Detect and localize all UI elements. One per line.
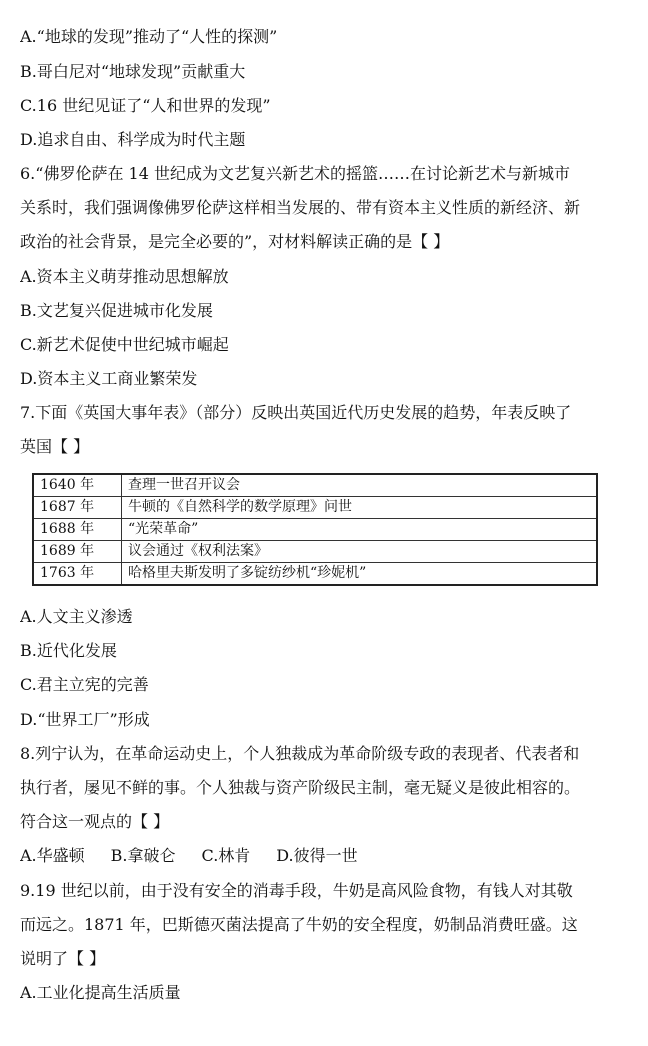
q9-stem-line-3: 说明了【 】	[20, 949, 106, 968]
table-row	[33, 519, 597, 541]
table-cell-year: 1688 年	[33, 519, 122, 541]
table-row	[33, 497, 597, 519]
q6-stem-line-1: 6.“佛罗伦萨在 14 世纪成为文艺复兴新艺术的摇篮……在讨论新艺术与新城市	[20, 164, 570, 183]
events-table	[32, 473, 598, 586]
q5-option-b: B.哥白尼对“地球发现”贡献重大	[20, 62, 246, 81]
q7-stem-line-2: 英国【 】	[20, 437, 90, 456]
q8-option-b: B.拿破仑	[110, 846, 176, 865]
table-cell-year: 1763 年	[33, 563, 122, 586]
q7-option-a: A.人文主义渗透	[20, 607, 133, 626]
q6-stem-line-2: 关系时，我们强调像佛罗伦萨这样相当发展的、带有资本主义性质的新经济、新	[20, 198, 581, 217]
table-cell-event: 议会通过《权利法案》	[122, 541, 598, 563]
q8-options-row	[20, 845, 632, 867]
q5-option-d: D.追求自由、科学成为时代主题	[20, 130, 246, 149]
q7-option-b: B.近代化发展	[20, 641, 117, 660]
q5-option-c: C.16 世纪见证了“人和世界的发现”	[20, 96, 271, 115]
q8-option-c: C.林肯	[201, 846, 251, 865]
q5-option-a: A.“地球的发现”推动了“人性的探测”	[20, 27, 278, 46]
q8-stem-line-1: 8.列宁认为，在革命运动史上，个人独裁成为革命阶级专政的表现者、代表者和	[20, 744, 580, 763]
q8-option-a: A.华盛顿	[20, 846, 85, 865]
table-cell-year: 1640 年	[33, 474, 122, 497]
table-cell-event: “光荣革命”	[122, 519, 598, 541]
q6-option-c: C.新艺术促使中世纪城市崛起	[20, 335, 229, 354]
q6-option-a: A.资本主义萌芽推动思想解放	[20, 267, 229, 286]
table-cell-year: 1689 年	[33, 541, 122, 563]
q6-option-b: B.文艺复兴促进城市化发展	[20, 301, 213, 320]
q6-option-d: D.资本主义工商业繁荣发	[20, 369, 198, 388]
table-cell-event: 哈格里夫斯发明了多锭纺纱机“珍妮机”	[122, 563, 598, 586]
table-cell-event: 查理一世召开议会	[122, 474, 598, 497]
q9-stem-line-2: 而远之。1871 年，巴斯德灭菌法提高了牛奶的安全程度，奶制品消费旺盛。这	[20, 915, 578, 934]
q8-stem-line-3: 符合这一观点的【 】	[20, 812, 170, 831]
q9-option-a: A.工业化提高生活质量	[20, 983, 181, 1002]
q7-option-d: D.“世界工厂”形成	[20, 710, 150, 729]
q7-option-c: C.君主立宪的完善	[20, 675, 149, 694]
table-cell-year: 1687 年	[33, 497, 122, 519]
table-row	[33, 474, 597, 497]
q6-stem-line-3: 政治的社会背景，是完全必要的”，对材料解读正确的是【 】	[20, 232, 450, 251]
q9-stem-line-1: 9.19 世纪以前，由于没有安全的消毒手段，牛奶是高风险食物，有钱人对其敬	[20, 881, 573, 900]
table-cell-event: 牛顿的《自然科学的数学原理》问世	[122, 497, 598, 519]
q8-stem-line-2: 执行者，屡见不鲜的事。个人独裁与资产阶级民主制，毫无疑义是彼此相容的。	[20, 778, 581, 797]
q7-stem-line-1: 7.下面《英国大事年表》（部分）反映出英国近代历史发展的趋势，年表反映了	[20, 403, 572, 422]
table-row	[33, 541, 597, 563]
q8-option-d: D.彼得一世	[276, 846, 358, 865]
table-row	[33, 563, 597, 586]
